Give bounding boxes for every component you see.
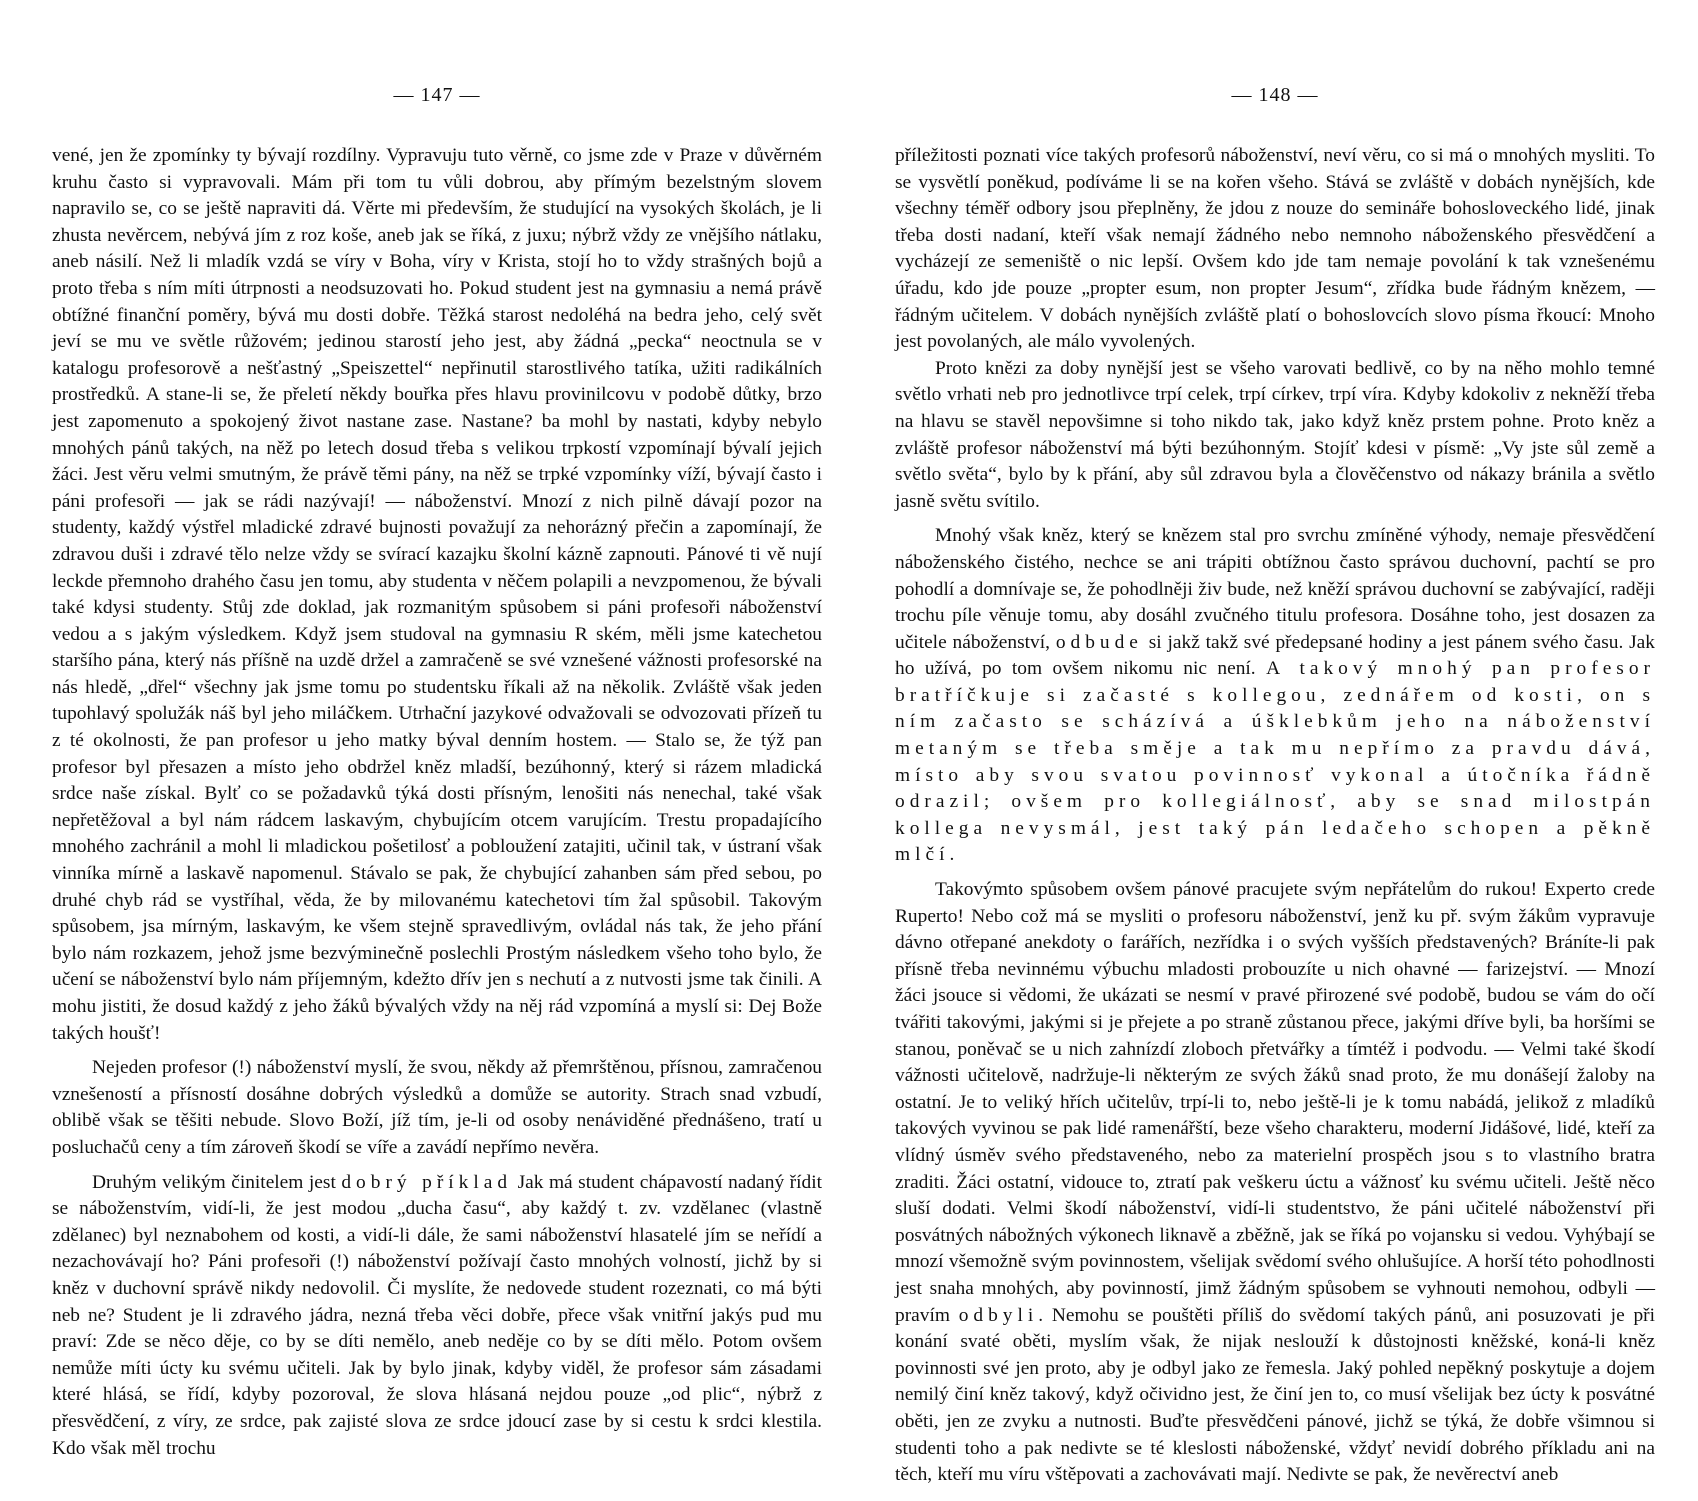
text-run: Jak má student chápavostí nadaný řídit se náboženstvím, vidí-li, že jest modou „ducha času“, aby každý t. zv. vzdělanec (vlastně zdělanec) byl neznabohem od kosti, a vidí-li dále, že sami náboženství hlasatelé jím se neřídí a nezachovávají ho? Páni profesoři (!) náboženství požívají často mnohých volností, jichž by si kněz v duchovní správě nikdy nedovolil. Či myslíte, že nedovede student rozeznati, co má býti neb ne? Student je li zdravého jádra, nezná třeba věci dobře, přece však vnitřní jakýs pud mu praví: Zde se něco děje, co by se díti nemělo, aneb neděje co by se díti mělo. Potom ovšem nemůže míti úcty ku svému učiteli. Jak by bylo jinak, kdyby viděl, že profesor sám zásadami které hlásá, se řídí, kdyby pozoroval, že slova hlásaná nejdou pouze „od plic“, nýbrž z přesvědčení, z víry, ze srdce, pak zajisté slova ze srdce jdoucí zase by si cestu k srdci klestila. Kdo však měl trochu (52, 1171, 822, 1459)
paragraph (895, 877, 1655, 1489)
text-run: Mnohý však kněz, který se knězem stal pro svrchu zmíněné výhody, nemaje přesvědčení náboženského čistého, nechce se ani trápiti obtížnou často správou duchovní, pachtí se pro pohodlí a domnívaje se, že pohodlněji živ bude, než kněží správou duchovní se zabývající, raději trochu píle věnuje tomu, aby dosáhl zvučného titulu profesora. Dosáhne toho, jest dosazen za učitele náboženství, (895, 525, 1655, 653)
text-run: . Nemohu se pouštěti příliš do svědomí takých pánů, ani posuzovati je při konání svaté oběti, myslím však, že nijak neslouží k důstojnosti kněžské, koná-li kněz povinnosti své jen proto, aby je odbyl jako ze řemesla. Jaký pohled nepěkný poskytuje a dojem nemilý činí kněz takový, když očividno jest, že činí jen to, co musí všelijak bez úcty k posvátné oběti, jen ze zvyku a nutnosti. Buďte přesvědčeni pánové, jichž se týká, že dobře všimnou si studenti toho a pak nedivte se té kleslosti náboženské, vždyť nevidí dobrého příkladu ani na těch, kteří mu víru vštěpovati a zachovávati mají. Nedivte se pak, že nevěrectví aneb (895, 1304, 1655, 1486)
page-body (895, 143, 1655, 1489)
text-run: Takovýmto spůsobem ovšem pánové pracujete svým nepřátelům do rukou! Experto crede Ruperto! Nebo což má se mysliti o profesoru náboženství, jenž ku př. svým žákům vypravuje dávno otřepané anekdoty o farářích, nezřídka i o svých vyšších představených? Bráníte-li pak přísně třeba nevinnému výbuchu mladosti probouzíte u nich ohavné — farizejství. — Mnozí žáci jsouce si vědomi, že ukázati se nesmí v pravé přirozené své podobě, budou se vám do očí tvářiti takovými, jakými si je přejete a po straně zůstanou přece, jakými dříve byli, ba horšími se stanou, poněvač se u nich zahnízdí zloboch přetvářky a tímtéž i podvodu. — Velmi také škodí vážnosti učitelově, nadržuje-li některým ze svých žáků snad proto, že mu donášejí žaloby na ostatní. Je to veliký hřích učitelův, trpí-li to, nebo ještě-li je k tomu nabádá, jelikož z mladíků takových vyvinou se pak lidé ramenářští, beze všeho charakteru, moderní Jidášové, lidé, kteří za vlídný úsměv svého představeného, nebo za materielní prospěch jsou s to vlastního bratra zraditi. Žáci ostatní, vidouce to, ztratí pak veškeru úctu a vážnosť ku svému učiteli. Ještě něco sluší dodati. Velmi škodí náboženství, vidí-li studentstvo, že páni učitelé náboženství při posvátných nábožných výkonech liknavě a zběžně, jak se říká po vojansku si vedou. Vyhýbají se mnozí všemožně svým povinnostem, všelijak svědomí svého ohlušujíce. A horší této pohodlnosti jest snaha mnohých, aby povinností, jimž žádným spůsobem se vyhnouti nemohou, odbyli — pravím (895, 879, 1655, 1326)
emphasis-text: odbude (1055, 631, 1143, 653)
left-page (52, 0, 822, 1501)
paragraph (895, 523, 1655, 869)
paragraph: Nejeden profesor (!) náboženství myslí, že svou, někdy až přemrštěnou, přísnou, zamračenou vznešeností a přísností dosáhne dobrých výsledků a domůže se autority. Strach snad vzbudí, oblibě však se těšiti nebude. Slovo Boží, jíž tím, je-li od osoby nenáviděné přednášeno, tratí u posluchačů ceny a tím zároveň škodí se víře a zavádí nepřímo nevěra. (52, 1057, 822, 1158)
page-number: — 148 — (1231, 84, 1319, 106)
paragraph: vené, jen že zpomínky ty bývají rozdílny. Vypravuju tuto věrně, co jsme zde v Praze v důvěrném kruhu často si vypravovali. Mám při tom tu vůli dobrou, aby přímým bezelstným slovem napravilo se, co se ještě napraviti dá. Věrte mi především, že studující na vysokých školách, je li zhusta nevěrcem, nebývá jím z roz koše, aneb jak se říká, z juxu; nýbrž vždy ze vnějšího nátlaku, aneb násilí. Než li mladík vzdá se víry v Boha, víry v Krista, stojí ho to vždy strašných bojů a proto třeba s ním míti útrpnosti a neodsuzovati ho. Pokud student jest na gymnasiu a nemá právě obtížné finanční poměry, bývá mu dosti dobře. Těžká starost nedoléhá na bedra jeho, celý svět jeví se mu ve světle růžovém; jedinou starostí jeho jest, aby žádná „pecka“ neoctnula se v katalogu profesorově a nešťastný „Speiszettel“ nepřinutil starostlivého tatíka, užiti radikálních prostředků. A stane-li se, že přeletí někdy bouřka přes hlavu provinilcovu v podobě důtky, brzo jest zapomenuto a spokojený život nastane zase. Nastane? ba mohl by nastati, kdyby nebylo mnohých pánů takých, na něž po letech dosud třeba s velikou trpkostí vzpomínají bývalí jejich žáci. Jest věru velmi smutným, že právě těmi pány, na něž se trpké vzpomínky víží, bývají často i páni profesoři — jak se rádi nazývají! — náboženství. Mnozí z nich pilně dávají pozor na studenty, každý výstřel mladické zdravé bujnosti považují za nehorázný přečin a zapomínají, že zdravou duši i zdravé tělo nelze vždy se svírací kazajku školní kázně zapnouti. Pánové ti vě nují leckde přemnoho drahého času jen tomu, aby studenta v něčem polapili a nevzpomenou, že bývali také kdysi studenty. Stůj zde doklad, jak rozmanitým spůsobem si páni profesoři náboženství vedou a s jakým výsledkem. Když jsem studoval na gymnasiu R ském, měli jsme katechetou staršího pána, který nás příšně na uzdě držel a zamračeně se své vznešené vážnosti profesorské na nás hledě, „dřel“ všechny jak jsme tomu po studentsku říkali až na několik. Zvláště však jeden tupohlavý spolužák náš byl jeho miláčkem. Utrhační jazykové odvažovali se odvozovati přízeň tu z té okolnosti, že pan profesor u jeho matky býval denním hostem. — Stalo se, že týž pan profesor byl přesazen a místo jeho obdržel kněz mladší, bezúhonný, který si rázem mladická srdce naše získal. Bylť co se požadavků týká dosti přísným, lenošiti nás nenechal, také však nepřetěžoval a byl nám rádcem laskavým, chybujícím otcem varujícím. Trestu propadajícího mnohého zachránil a mohl li mladickou pošetilosť a pobloužení zatajiti, učinil tak, v ústraní však vinníka mírně a laskavě napomenul. Stávalo se pak, že chybující zahanben sám před sebou, po druhé chyb rád se vystříhal, věda, že by milovanému katechetovi tím žal spůsobil. Takovým spůsobem, jsa mírným, laskavým, ke všem stejně spravedlivým, ovládal nás tak, že jeho přání bylo nám rozkazem, jehož jsme bezvýminečně poslechli Prostým následkem všeho toho bylo, že učení se náboženství bylo nám příjemným, kdežto dřív jen s nechutí a z nutvosti jsme tak činili. A mohu jistiti, že dosud každý z jeho žáků bývalých vždy na něj rád vzpomíná a myslí si: Dej Bože takých houšť! (52, 145, 822, 1044)
text-run: si jakž takž své předepsané hodiny a jest pánem svého času. Jak ho užívá, po tom ovšem nikomu nic není. (895, 631, 1655, 680)
emphasis-text: dobrý příklad (341, 1171, 513, 1193)
paragraph: Proto knězi za doby nynější jest se všeho varovati bedlivě, co by na něho mohlo temné světlo vrhati neb pro jednotlivce trpí celek, trpí církev, trpí víra. Kdyby kdokoliv z nekněží třeba na hlavu se stavěl nepovšimne si toho nikdo tak, jako když kněz prstem pohne. Proto kněz a zvláště profesor náboženství má býti bezúhonným. Stojíť kdesi v písmě: „Vy jste sůl země a světlo světa“, bylo by k přání, aby sůl zdravou byla a člověčenstvo od nákazy bránila a světlo jasně světu svítilo. (895, 357, 1655, 512)
paragraph (52, 1170, 822, 1463)
emphasis-text: A takový mnohý pan profesor bratříčkuje si začasté s kollegou, zednářem od kosti, on s ním začasto se scházívá a úšklebkům jeho na náboženství metaným se třeba směje a tak mu nepřímo za pravdu dává, místo aby svou svatou povinnosť vykonal a útočníka řádně odrazil; ovšem pro kollegiálnosť, aby se snad milostpán kollega nevysmál, jest taký pán ledačeho schopen a pěkně mlčí. (895, 658, 1655, 866)
page-number: — 147 — (393, 84, 481, 106)
text-run: Druhým velikým činitelem jest (92, 1171, 342, 1193)
emphasis-text: odbyli (958, 1304, 1039, 1326)
paragraph: příležitosti poznati více takých profesorů náboženství, neví věru, co si má o mnohých mysliti. To se vysvětlí poněkud, podíváme li se na kořen všeho. Stává se zvláště v dobách nynějších, kde všechny téměř odbory jsou přeplněny, že jdou z nouze do semináře bohosloveckého lidé, jinak třeba dosti nadaní, kteří však nemají žádného nebo nemnoho náboženského přesvědčení a vycházejí ze semeniště o nic lepší. Ovšem kdo jde tam nemaje povolání k tak vznešenému úřadu, kdo jde pouze „propter esum, non propter Jesum“, zřídka bude řádným knězem, — řádným učitelem. V dobách nynějších zvláště platí o bohoslovcích slovo písma řkoucí: Mnoho jest povolaných, ale málo vyvolených. (895, 145, 1655, 353)
page-body (52, 143, 822, 1462)
right-page (895, 0, 1655, 1501)
